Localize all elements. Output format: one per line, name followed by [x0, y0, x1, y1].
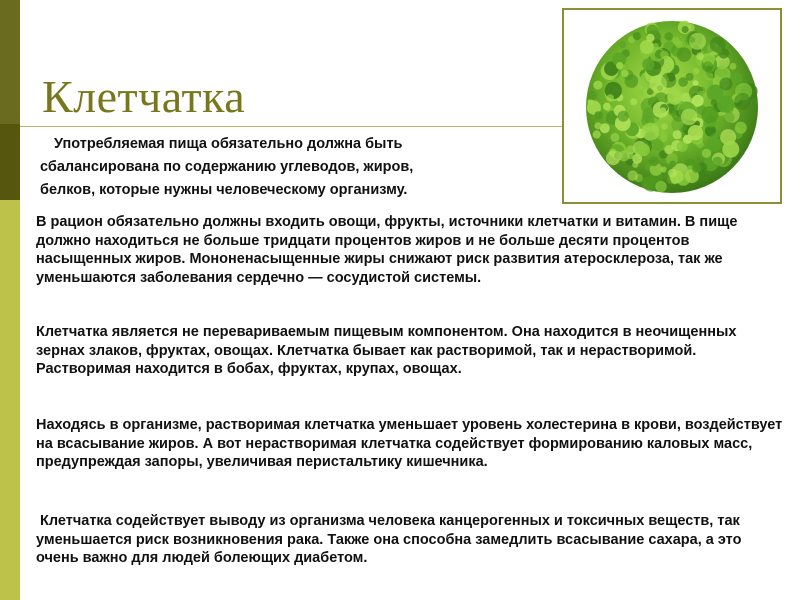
- slide-title: Клетчатка: [42, 71, 246, 122]
- sidebar-segment-middle: [0, 124, 20, 200]
- intro-line-1: Употребляемая пища обязательно должна быть: [54, 136, 403, 152]
- paragraph-fiber-types: Клетчатка является не перевариваемым пищевым компонентом. Она находится в неочищенных зернах злаков, фруктах, овощах. Клетчатка бывает как растворимой, так и нерастворимой. Растворимая находится в бобах, фруктах, крупах, овощах.: [36, 324, 737, 378]
- paragraph-fiber-effects: Находясь в организме, растворимая клетчатка уменьшает уровень холестерина в крови, воздействует на всасывание жиров. А вот нерастворимая клетчатка содействует формированию каловых масс, предупреждая запоры, увеличивая перистальтику кишечника.: [36, 417, 783, 471]
- lettuce-icon: [564, 10, 780, 202]
- sidebar-accent-bar: [0, 0, 20, 600]
- intro-text: [40, 133, 560, 202]
- paragraph-diet: В рацион обязательно должны входить овощи, фрукты, источники клетчатки и витамин. В пище должно находиться не больше тридцати процентов жиров и не больше десяти процентов насыщенных жиров. Мононенасыщенные жиры снижают риск развития атеросклероза, так же уменьшаются заболевания сердечно — сосудистой системы.: [36, 214, 738, 286]
- sidebar-segment-top: [0, 0, 20, 124]
- title-divider: [20, 126, 565, 127]
- lettuce-photo: [562, 8, 782, 204]
- paragraph-fiber-benefits: Клетчатка содействует выводу из организма человека канцерогенных и токсичных веществ, так уменьшается риск возникновения рака. Также она способна замедлить всасывание сахара, а это очень важно для людей болеющих диабетом.: [36, 513, 742, 567]
- intro-line-3: белков, которые нужны человеческому организму.: [40, 182, 408, 198]
- sidebar-segment-bottom: [0, 200, 20, 600]
- intro-line-2: сбалансирована по содержанию углеводов, жиров,: [40, 159, 414, 175]
